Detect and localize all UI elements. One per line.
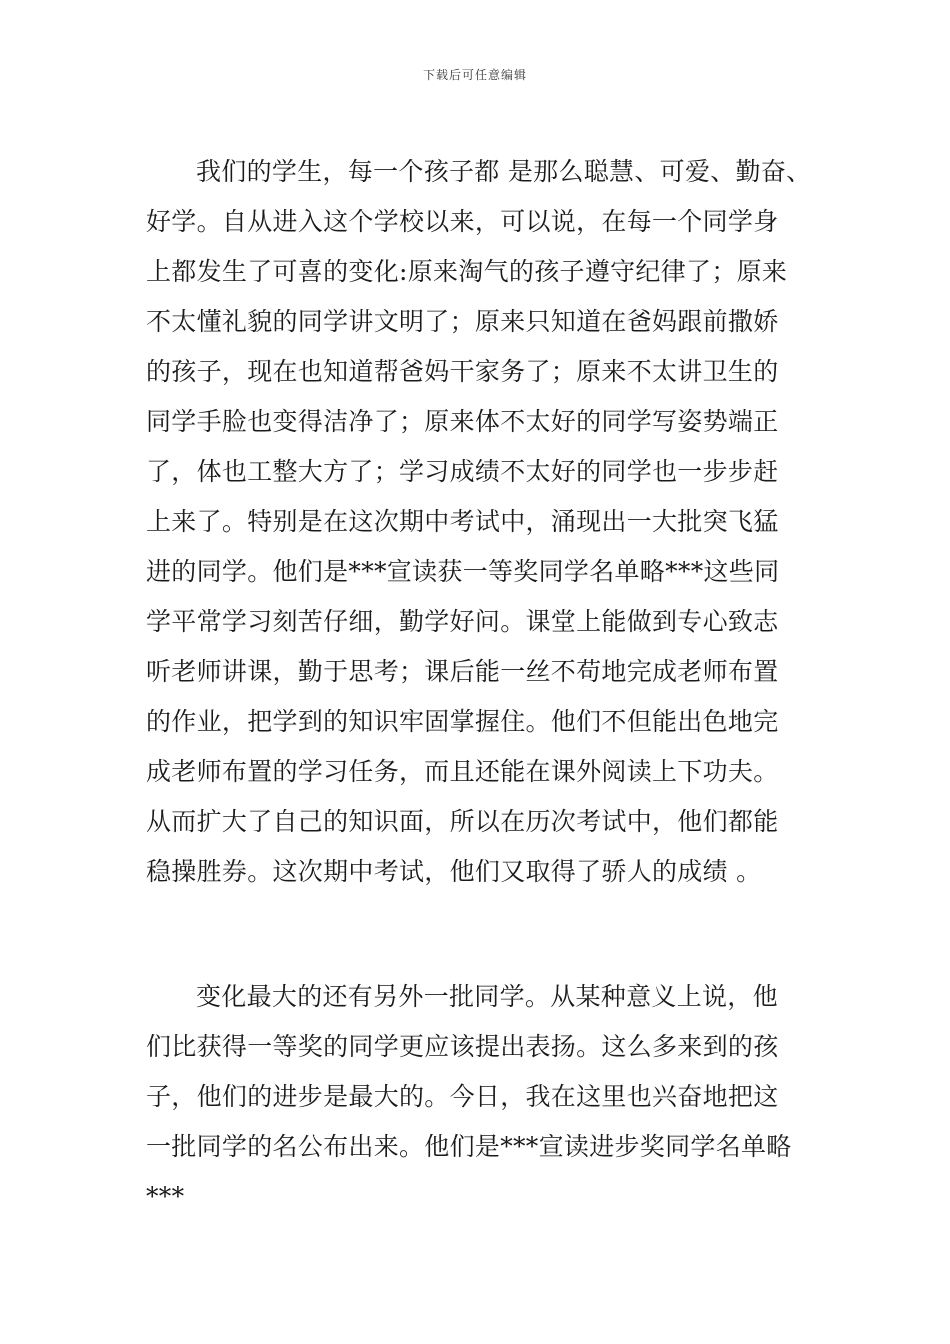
text-line: 从而扩大了自己的知识面，所以在历次考试中，他们都能 [146, 807, 779, 836]
paragraph-first-prize [146, 147, 826, 897]
text-line: 变化最大的还有另外一批同学。从某种意义上说，他 [196, 982, 778, 1011]
text-line: 成老师布置的学习任务，而且还能在课外阅读上下功夫。 [146, 757, 779, 786]
text-line: 一批同学的名公布出来。他们是***宣读进步奖同学名单略 [146, 1132, 792, 1161]
text-line: 同学手脸也变得洁净了；原来体不太好的同学写姿势端正 [146, 407, 779, 436]
page-header: 下载后可任意编辑 [422, 68, 527, 82]
text-line: 的孩子，现在也知道帮爸妈干家务了；原来不太讲卫生的 [146, 357, 779, 386]
text-line: 学平常学习刻苦仔细，勤学好问。课堂上能做到专心致志 [146, 607, 779, 636]
text-line: 听老师讲课，勤于思考；课后能一丝不苟地完成老师布置 [146, 657, 779, 686]
text-line: 不太懂礼貌的同学讲文明了；原来只知道在爸妈跟前撒娇 [146, 307, 779, 336]
text-line: 我们的学生，每一个孩子都 是那么聪慧、可爱、勤奋、 [196, 157, 812, 186]
text-line: 了，体也工整大方了；学习成绩不太好的同学也一步步赶 [146, 457, 779, 486]
text-line: 们比获得一等奖的同学更应该提出表扬。这么多来到的孩 [146, 1032, 779, 1061]
text-line: *** [146, 1182, 185, 1211]
text-line: 进的同学。他们是***宣读获一等奖同学名单略***这些同 [146, 557, 780, 586]
text-line: 好学。自从进入这个学校以来，可以说，在每一个同学身 [146, 207, 779, 236]
text-line: 上来了。特别是在这次期中考试中，涌现出一大批突飞猛 [146, 507, 779, 536]
text-line: 稳操胜券。这次期中考试，他们又取得了骄人的成绩 。 [146, 857, 762, 886]
text-line: 的作业，把学到的知识牢固掌握住。他们不但能出色地完 [146, 707, 779, 736]
text-line: 子，他们的进步是最大的。今日，我在这里也兴奋地把这 [146, 1082, 779, 1111]
paragraph-progress-award [146, 972, 826, 1222]
text-line: 上都发生了可喜的变化:原来淘气的孩子遵守纪律了；原来 [146, 257, 788, 286]
